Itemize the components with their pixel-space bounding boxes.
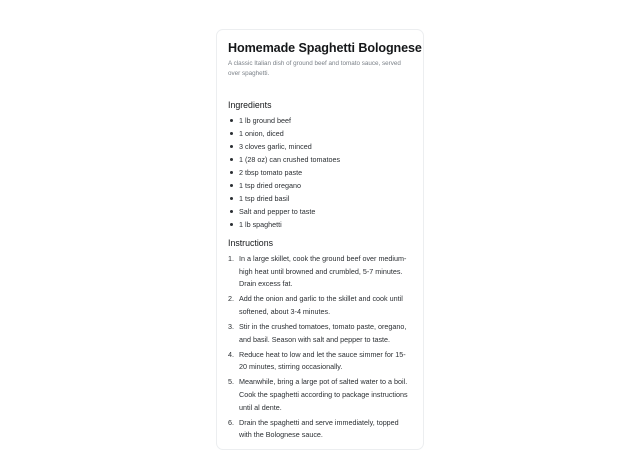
ingredient-text: 1 onion, diced xyxy=(239,129,284,138)
recipe-card xyxy=(216,29,424,450)
step-number: 5. xyxy=(228,377,234,387)
ingredient-item xyxy=(230,192,412,205)
ingredient-item xyxy=(230,218,412,231)
ingredient-item xyxy=(230,114,412,127)
step-text: Stir in the crushed tomatoes, tomato paste, oregano, and basil. Season with salt and pepper to taste. xyxy=(239,321,407,344)
ingredients-list xyxy=(228,114,412,231)
bullet-icon xyxy=(230,223,233,226)
recipe-description: A classic Italian dish of ground beef and tomato sauce, served over spaghetti. xyxy=(228,60,401,77)
ingredient-text: Salt and pepper to taste xyxy=(239,207,316,216)
ingredient-text: 2 tbsp tomato paste xyxy=(239,168,303,177)
ingredient-item xyxy=(230,166,412,179)
recipe-title: Homemade Spaghetti Bolognese xyxy=(228,41,422,55)
bullet-icon xyxy=(230,145,233,148)
bullet-icon xyxy=(230,171,233,174)
step-number: 1. xyxy=(228,254,234,263)
ingredient-text: 1 (28 oz) can crushed tomatoes xyxy=(239,155,341,164)
step-number: 2. xyxy=(228,294,234,304)
ingredient-item xyxy=(230,205,412,218)
bullet-icon xyxy=(230,184,233,187)
step-text: Drain the spaghetti and serve immediately, topped with the Bolognese sauce. xyxy=(239,417,399,440)
ingredients-heading: Ingredients xyxy=(228,100,272,110)
instruction-step xyxy=(228,253,412,291)
bullet-icon xyxy=(230,132,233,135)
bullet-icon xyxy=(230,119,233,122)
step-number: 4. xyxy=(228,349,234,359)
step-text: Add the onion and garlic to the skillet and cook until softened, about 3-4 minutes. xyxy=(239,294,403,316)
ingredient-text: 1 lb spaghetti xyxy=(239,220,282,229)
ingredient-text: 1 lb ground beef xyxy=(239,116,291,125)
instruction-step xyxy=(228,349,412,374)
step-text: Reduce heat to low and let the sauce simmer for 15-20 minutes, stirring occasionally. xyxy=(239,349,406,372)
bullet-icon xyxy=(230,158,233,161)
ingredient-item xyxy=(230,179,412,192)
instruction-step xyxy=(228,417,412,442)
instructions-heading: Instructions xyxy=(228,238,273,248)
instruction-step xyxy=(228,321,412,346)
bullet-icon xyxy=(230,210,233,213)
ingredient-text: 3 cloves garlic, minced xyxy=(239,142,312,151)
step-text: In a large skillet, cook the ground beef over medium-high heat until browned and crumbled, 5-7 minutes. Drain excess fat. xyxy=(239,254,407,289)
step-text: Meanwhile, bring a large pot of salted water to a boil. Cook the spaghetti according to package instructions until al dente. xyxy=(239,377,408,412)
ingredient-item xyxy=(230,127,412,140)
instruction-step xyxy=(228,376,412,414)
step-number: 3. xyxy=(228,321,234,331)
ingredient-text: 1 tsp dried oregano xyxy=(239,181,301,190)
step-number: 6. xyxy=(228,417,234,427)
bullet-icon xyxy=(230,197,233,200)
instruction-step xyxy=(228,293,412,318)
ingredient-item xyxy=(230,153,412,166)
instructions-list xyxy=(228,253,412,442)
ingredient-text: 1 tsp dried basil xyxy=(239,194,290,203)
ingredient-item xyxy=(230,140,412,153)
